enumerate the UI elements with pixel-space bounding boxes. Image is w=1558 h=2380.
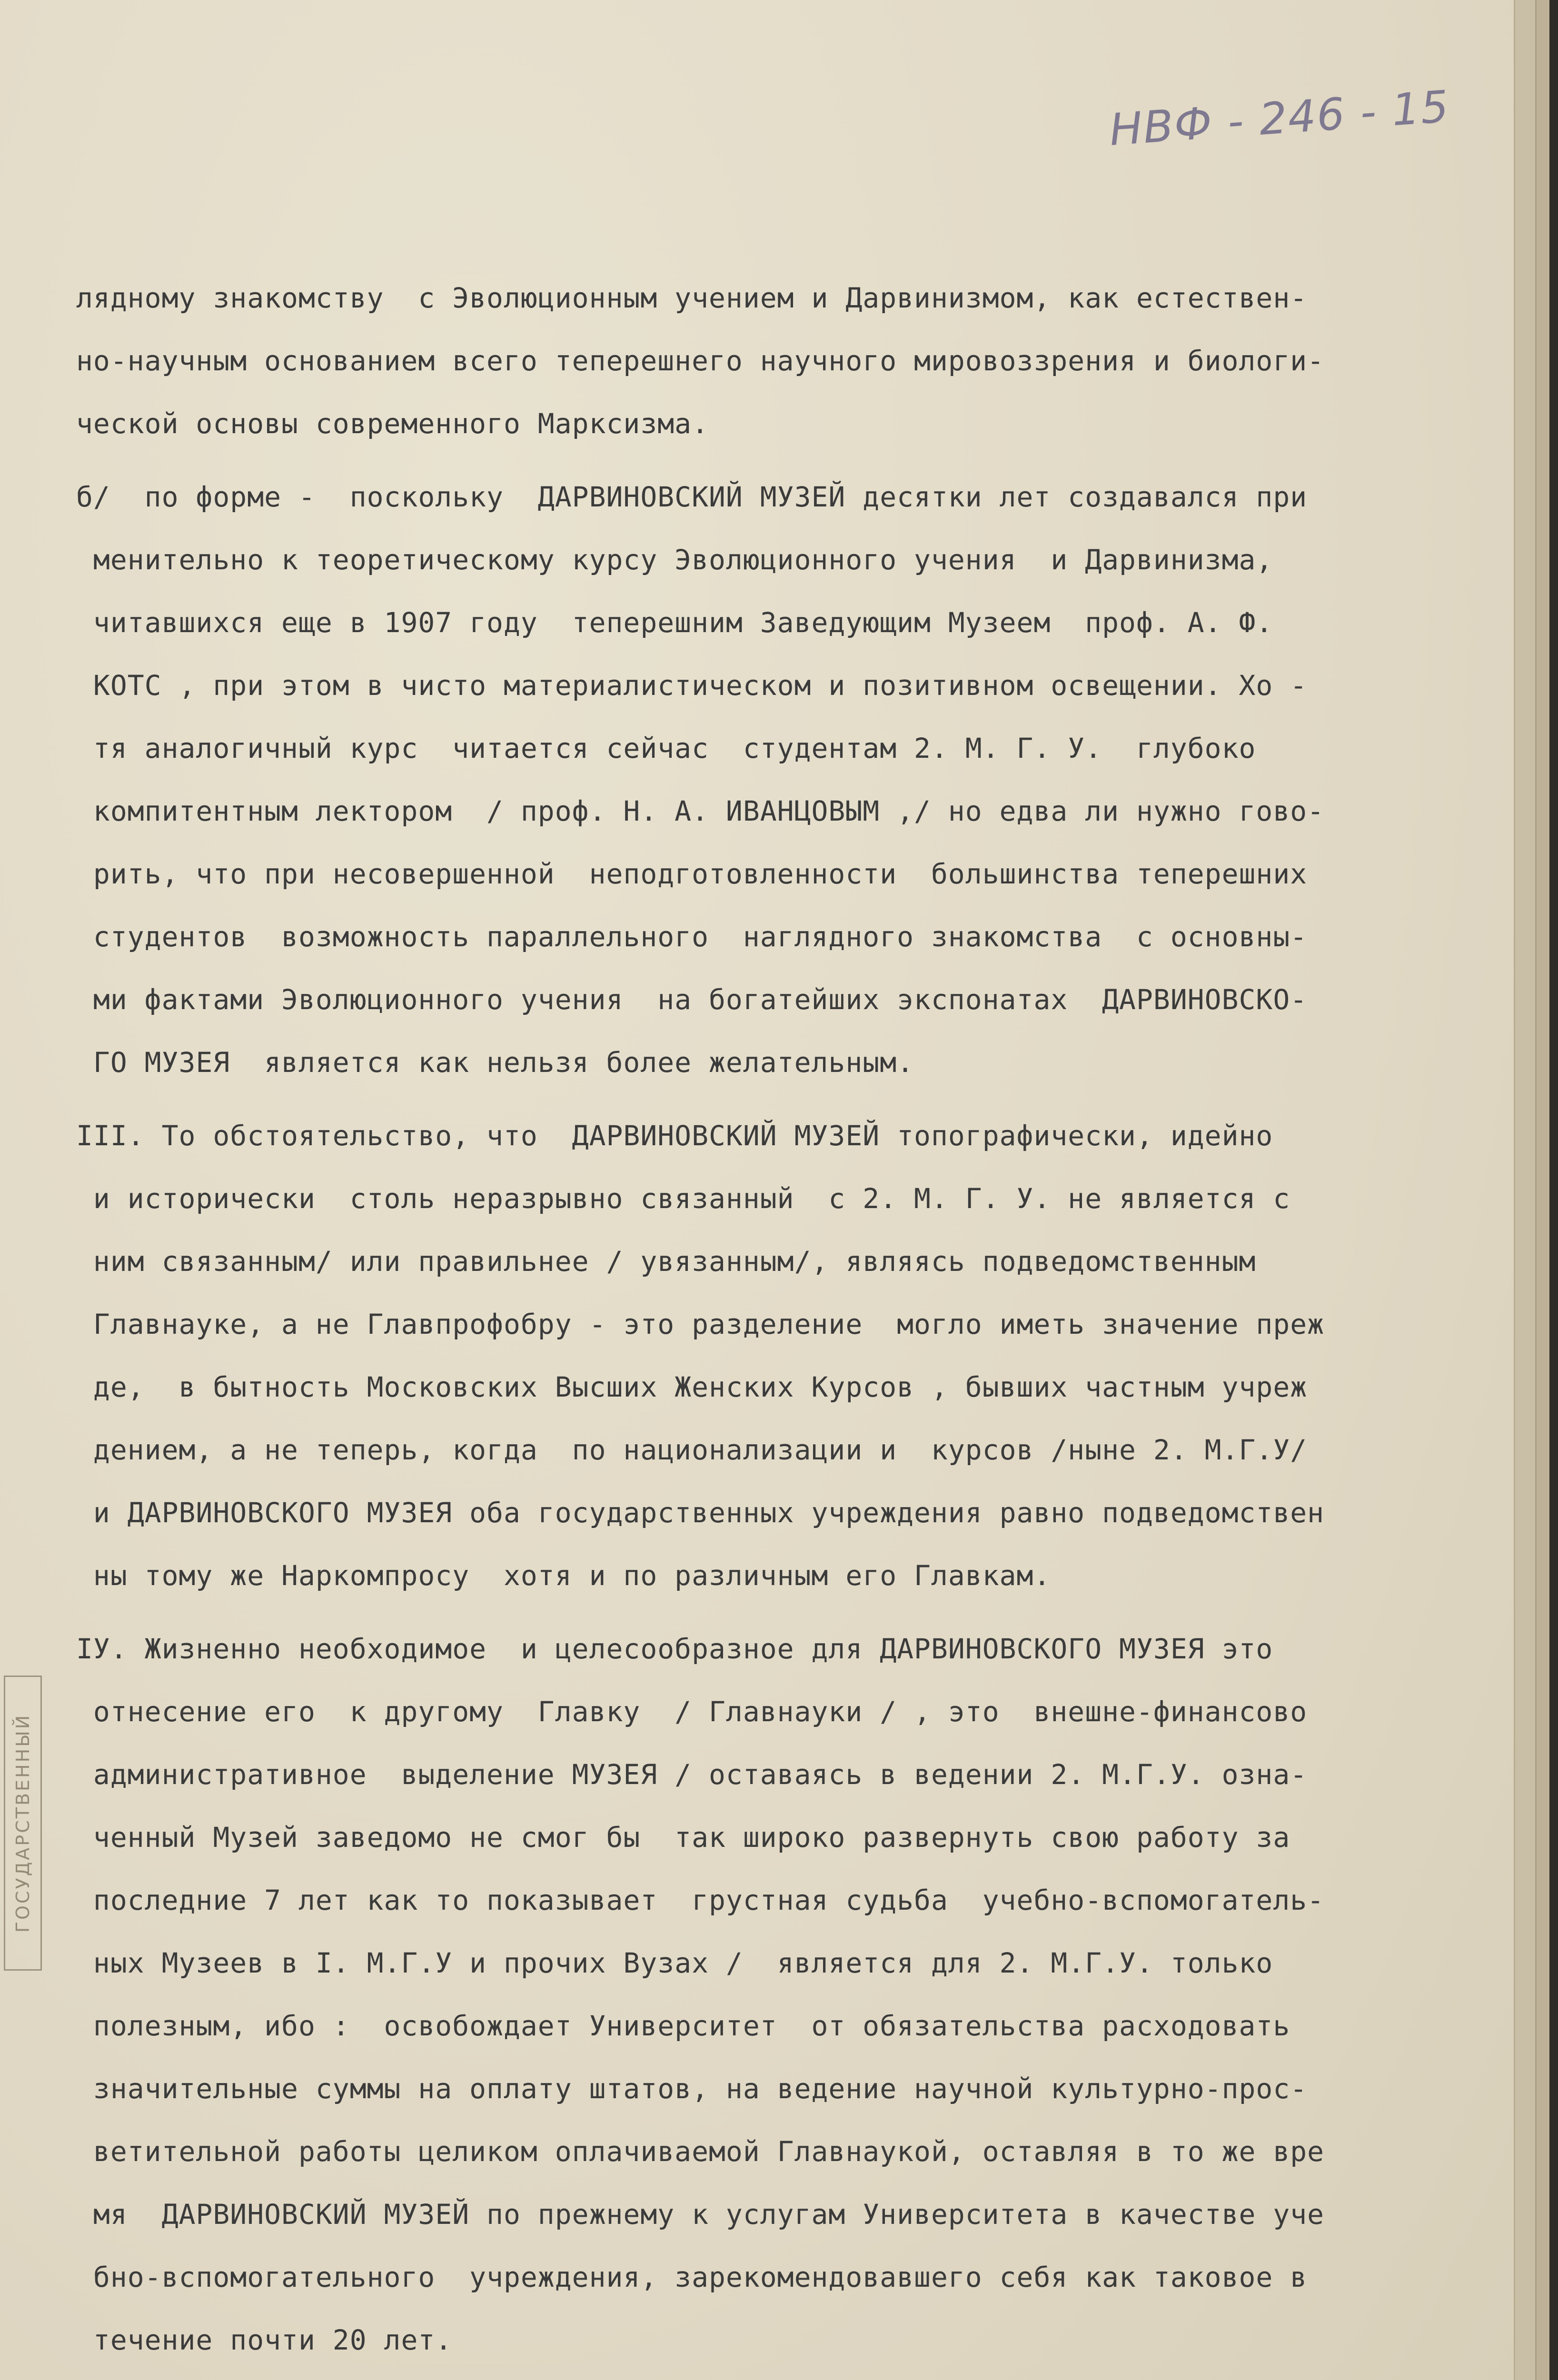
text-line: бно-вспомогательного учреждения, зарекомендовавшего себя как таковое в [76, 2261, 1308, 2293]
text-line: административное выделение МУЗЕЯ / оставаясь в ведении 2. М.Г.У. озна- [76, 1758, 1308, 1791]
text-line: мя ДАРВИНОВСКИЙ МУЗЕЙ по прежнему к услугам Университета в качестве уче [76, 2198, 1325, 2231]
text-line: ческой основы современного Марксизма. [76, 407, 709, 440]
text-line: и исторически столь неразрывно связанный с 2. М. Г. У. не является с [76, 1182, 1290, 1215]
text-line: КОТС , при этом в чисто материалистическом и позитивном освещении. Хо - [76, 669, 1308, 702]
text-line: отнесение его к другому Главку / Главнауки / , это внешне-финансово [76, 1696, 1308, 1728]
text-line: последние 7 лет как то показывает грустная судьба учебно-вспомогатель- [76, 1884, 1325, 1916]
text-line: ветительной работы целиком оплачиваемой Главнаукой, оставляя в то же вре [76, 2135, 1325, 2168]
text-line: III. То обстоятельство, что ДАРВИНОВСКИЙ МУЗЕЙ топографически, идейно [76, 1120, 1273, 1152]
text-line: ченный Музей заведомо не смог бы так широко развернуть свою работу за [76, 1821, 1290, 1854]
text-line: б/ по форме - поскольку ДАРВИНОВСКИЙ МУЗЕЙ десятки лет создавался при [76, 481, 1308, 513]
page-edge [1549, 0, 1558, 2380]
text-line: ми фактами Эволюционного учения на богатейших экспонатах ДАРВИНОВСКО- [76, 983, 1308, 1016]
text-line: ГО МУЗЕЯ является как нельзя более желательным. [76, 1046, 914, 1079]
typed-text [76, 267, 1438, 2380]
text-line: менительно к теоретическому курсу Эволюционного учения и Дарвинизма, [76, 544, 1273, 576]
text-line: Главнауке, а не Главпрофобру - это разделение могло иметь значение преж [76, 1308, 1325, 1340]
text-line: рить, что при несовершенной неподготовленности большинства теперешних [76, 858, 1308, 890]
text-line: де, в бытность Московских Высших Женских Курсов , бывших частным учреж [76, 1371, 1308, 1403]
text-line: и ДАРВИНОВСКОГО МУЗЕЯ оба государственных учреждения равно подведомствен [76, 1497, 1325, 1529]
text-line: студентов возможность параллельного наглядного знакомства с основны- [76, 921, 1308, 953]
text-line: дением, а не теперь, когда по национализации и курсов /ныне 2. М.Г.У/ [76, 1434, 1308, 1466]
text-line: IУ. Жизненно необходимое и целесообразное для ДАРВИНОВСКОГО МУЗЕЯ это [76, 1633, 1273, 1665]
text-line: ны тому же Наркомпросу хотя и по различным его Главкам. [76, 1559, 1051, 1592]
text-line: лядному знакомству с Эволюционным учением и Дарвинизмом, как естествен- [76, 282, 1308, 314]
text-line: читавшихся еще в 1907 году теперешним Заведующим Музеем проф. А. Ф. [76, 606, 1273, 639]
text-line: значительные суммы на оплату штатов, на ведение научной культурно-прос- [76, 2073, 1308, 2105]
text-line: ним связанным/ или правильнее / увязанным/, являясь подведомственным [76, 1245, 1256, 1278]
side-stamp-text: ГОСУДАРСТВЕННЫЙ [12, 1713, 33, 1933]
text-line: но-научным основанием всего теперешнего научного мировоззрения и биологи- [76, 345, 1325, 377]
text-line: ных Музеев в I. М.Г.У и прочих Вузах / является для 2. М.Г.У. только [76, 1947, 1273, 1979]
text-line: течение почти 20 лет. [76, 2324, 453, 2356]
text-line: полезным, ибо : освобождает Университет от обязательства расходовать [76, 2010, 1290, 2042]
archive-mark: НВФ - 246 - 15 [1108, 81, 1451, 156]
text-line: компитентным лектором / проф. Н. А. ИВАНЦОВЫМ ,/ но едва ли нужно гово- [76, 795, 1325, 827]
text-line: тя аналогичный курс читается сейчас студентам 2. М. Г. У. глубоко [76, 732, 1256, 764]
side-stamp [4, 1676, 42, 1971]
